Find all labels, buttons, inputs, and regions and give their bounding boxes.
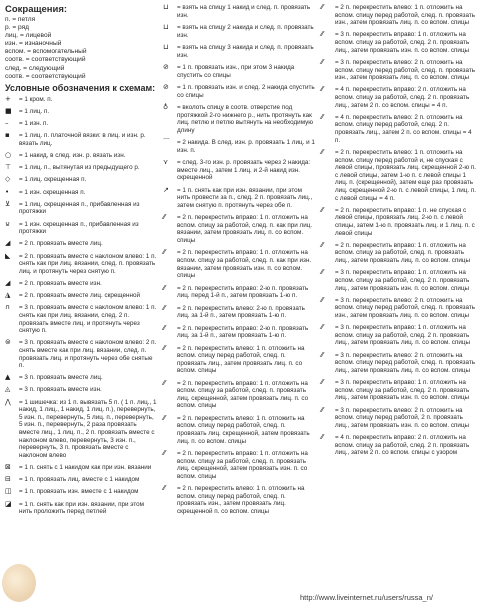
stitch-symbol-icon: ◮ [5,291,11,300]
stitch-symbol-icon: ⁄⁄ [321,30,324,39]
legend-text: = взять на спицу 1 накид и след. п. провязать изн. [177,4,311,19]
legend-entry [5,176,157,184]
legend-entry [321,352,477,375]
stitch-symbol-icon: ⊔ [163,22,169,31]
legend-entry [5,108,157,116]
legend-entry [163,4,315,19]
legend-text: = 3 п. провязать вместе изн. [19,386,102,394]
legend-text: = 3 п. перекрестить влево: 2 п. отложить на вспом. спицу перед работой, 2 п. провязать лиц., затем провязать изн. п. со вспом. спицы [335,406,470,429]
legend-text: = 2 п. провязать вместе с наклоном влево: 1 п. снять как при лиц. вязании, след. п. провязать лиц. и протянуть через снятую п. [19,252,157,275]
stitch-symbol-icon: ⁄⁄ [321,268,324,277]
legend-text: = 2 накида. В след. изн. р. провязать 1 лиц. и 1 изн. п. [177,139,315,154]
stitch-symbol-icon: ⁄⁄ [321,205,324,214]
legend-text: = 2 п. перекрестить вправо: 1 п. отложить на вспом. спицу за работой, след. п. как при лиц. вязании, затем провязать лиц. п. со вспом. спицы [177,214,313,245]
stitch-symbol-icon: ⁄⁄ [321,147,324,156]
stitch-symbol-icon: ⁄⁄ [321,240,324,249]
legend-text: = 2 п. перекрестить влево: 2-ю п. провязать лиц. за 1-й п., затем провязать 1-ю п. [177,304,305,320]
stitch-symbol-icon: ⌒ [163,138,170,147]
legend-entry [163,249,315,279]
legend-entry [321,297,477,320]
legend-entry [321,59,477,82]
abbreviation-item: след. = следующий [5,64,65,72]
legend-entry [5,399,157,460]
legend-entry [321,31,477,54]
legend-entry [163,104,315,134]
stitch-symbol-icon: ⁄⁄ [321,57,324,66]
stitch-symbol-icon: ⊍ [5,219,11,228]
stitch-symbol-icon: ⊠ [5,463,11,471]
stitch-symbol-icon: ⁄⁄ [321,295,324,304]
stitch-symbol-icon: ◪ [5,499,12,508]
legend-title: Условные обозначения к схемам: [5,82,156,93]
legend-entry [5,304,157,334]
abbreviation-item: изн. = изнаночный [5,40,62,48]
legend-text: = 3 п. перекрестить влево: 2 п. отложить на вспом. спицу перед работой, след. п. провязать изн., затем провязать лиц. п. со вспом. спицы [335,296,476,319]
legend-text: = 2 п. провязать вместе лиц. [19,240,103,248]
legend-text: = 4 п. перекрестить вправо: 2 п. отложить на вспом. спицу за работой, след. 2 п. провязать лиц., затем 2 п. со вспом. спицы = 4 п. [335,86,470,109]
abbreviation-item: р. = ряд [5,24,30,32]
legend-entry [163,187,315,210]
legend-entry [321,269,477,292]
legend-entry [321,4,477,27]
legend-entry [163,159,315,182]
legend-entry [321,407,477,430]
legend-text: = 1 лиц. скрещенная п. [19,176,87,184]
legend-text: = 3 п. перекрестить влево: 2 п. отложить на вспом. спицу перед работой, след. п. провязать изн., затем провязать лиц. п. со вспом. спицы [335,58,476,82]
legend-text: = 2 п. провязать вместе лиц. скрещенной [19,292,140,300]
legend-text: = 2 п. перекрестить вправо: 1 п. отложить на вспом. спицу за работой, след. п. как при изн. вязании, затем провязать изн. п. со вспом. спицы [177,249,312,280]
legend-text: = 3 п. перекрестить влево: 2 п. отложить на вспом. спицу перед работой, след. п. провязать лиц., затем провязать лиц. п. со вспом. спицы [335,351,476,374]
legend-entry [321,149,477,202]
legend-entry [5,221,157,236]
legend-text: = 1 п. провязать изн. вместе с 1 накидом [19,488,139,496]
stitch-symbol-icon: ⁄⁄ [321,323,324,332]
abbreviation-item: лиц. = лицевой [5,32,52,40]
legend-entry [163,325,315,340]
legend-text: = 2 п. перекрестить влево: 1 п. отложить на вспом. спицу перед работой, след. п. провязать изн., затем провязать лиц. п. со вспом. спицы [335,4,476,27]
legend-entry [5,189,157,197]
legend-entry [321,434,477,457]
legend-text: = 1 шишечка: из 1 п. вывязать 5 п. ( 1 п. лиц., 1 накид, 1 лиц., 1 накид, 1 лиц. п.), перевернуть, 5 изн. п., перевернуть, 5 лиц. п., перевернуть, 5 изн. п., перевернуть, 2 раза провязать вместе лиц., 1 лиц. п., 2 п. провязать вместе с наклоном влево, перевернуть, 3 изн. п., перевернуть, 3 п. провязать вместе с наклоном влево [19,398,157,459]
legend-entry [163,139,315,154]
stitch-symbol-icon: ▪ [5,131,10,140]
abbreviation-item: вспом. = вспомогательный [5,48,87,56]
stitch-symbol-icon: ◢ [5,239,11,248]
stitch-symbol-icon: ⊜ [5,338,11,347]
stitch-symbol-icon: ◣ [5,251,11,260]
legend-entry [5,292,157,300]
legend-entry [321,379,477,402]
legend-text: = взять на спицу 2 накида и след. п. провязать изн. [177,23,314,39]
legend-text: = 1 лиц. п. платочной вязки: в лиц. и изн. р. вязать лиц. [19,132,146,147]
stitch-symbol-icon: ⁄⁄ [163,283,166,292]
legend-text: = 3 п. провязать вместе лиц. [19,374,103,382]
legend-entry [5,464,157,472]
legend-entry [163,285,315,300]
legend-entry [5,201,157,216]
legend-entry [163,345,315,375]
stitch-symbol-icon: ⊔ [163,42,169,51]
stitch-symbol-icon: ∩ [5,303,11,312]
legend-text: = 1 п. провязать изн. и след. 2 накида спустить со спицы [177,83,315,99]
stitch-symbol-icon: ◬ [5,385,11,394]
legend-text: = 1 п. провязать изн., при этом 3 накида спустить со спицы [177,63,295,79]
legend-text: = 2 п. перекрестить вправо: 1 п. не спуская с левой спицы, провязать лиц. 2-ю п. с левой спицы, затем 1-ю п. провязать лиц. и 1 лиц. п. с левой спицы [335,206,475,237]
legend-entry [5,152,157,160]
legend-text: = взять на спицу 3 накида и след. п. провязать изн. [177,43,314,59]
legend-list-3 [321,4,477,457]
legend-entry [321,114,477,144]
legend-text: = 1 п. снять с 1 накидом как при изн. вязании [19,464,152,471]
stitch-symbol-icon: ↗ [163,185,169,194]
legend-entry [163,305,315,320]
legend-entry [163,214,315,244]
stitch-symbol-icon: ⋎ [163,158,169,167]
legend-entry [163,24,315,39]
legend-list-2 [163,4,315,516]
stitch-symbol-icon: ⁄⁄ [321,405,324,414]
legend-text: = 2 п. перекрестить вправо: 2-ю п. провязать лиц. за 1-й п., затем провязать 1-ю п. [177,324,309,340]
legend-entry [163,64,315,79]
legend-text: = 2 п. перекрестить вправо: 2-ю п. провязать лиц. перед 1-й п., затем провязать 1-ю п. [177,284,309,300]
legend-text: = 2 п. перекрестить вправо: 1 п. отложить на вспом. спицу за работой, след. п. провязать лиц., затем провязать лиц. п. со вспом. спицы [335,241,471,265]
stitch-symbol-icon: ■ [5,106,12,115]
legend-entry [5,374,157,382]
legend-entry [321,324,477,347]
stitch-symbol-icon: ⁄⁄ [163,413,166,422]
legend-entry [5,488,157,496]
stitch-symbol-icon: ⁄⁄ [321,112,324,121]
legend-entry [5,280,157,288]
legend-entry [5,339,157,369]
legend-entry [5,476,157,484]
legend-text: = 4 п. перекрестить влево: 2 п. отложить на вспом. спицу перед работой, след. 2 п. провязать лиц., затем 2 п. со вспом. спицы = 4 п. [335,113,472,144]
stitch-symbol-icon: ⁄⁄ [163,343,166,352]
abbreviation-item: соотв. = соответствующий [5,56,86,64]
stitch-symbol-icon: ⁄⁄ [321,350,324,359]
legend-text: = 3 п. перекрестить вправо: 1 п. отложить на вспом. спицу за работой, след. 2 п. провязать лиц., затем провязать изн. п. со вспом. спицы [335,379,470,402]
legend-text: = 3 п. провязать вместе с наклоном влево: 2 п. снять вместе как при лиц. вязании, след. п. провязать лиц. и протянуть через обе снятые п. [19,339,157,370]
stitch-symbol-icon: ⁄⁄ [321,3,324,11]
legend-text: = 3 п. перекрестить вправо: 1 п. отложить на вспом. спицу за работой, след. 2 п. провязать лиц., затем провязать лиц. п. со вспом. спицы [335,324,471,347]
legend-entry [163,415,315,445]
stitch-symbol-icon: ⁄⁄ [163,323,166,332]
legend-entry [321,207,477,237]
stitch-symbol-icon: ⊤ [5,163,12,172]
stitch-symbol-icon: ⁄⁄ [163,484,166,493]
legend-text: = 1 лиц. скрещенная п., прибавленная из протяжки [19,200,140,216]
stitch-symbol-icon: ⁄⁄ [163,378,166,387]
abbreviations-list [5,16,157,81]
legend-text: = 1 п. снять как при изн. вязании, при этом нить проложить перед петлей [19,500,144,516]
stitch-symbol-icon: ⁄⁄ [321,378,324,387]
stitch-symbol-icon: + [5,94,11,103]
stitch-symbol-icon: ⊘ [163,82,169,91]
stitch-symbol-icon: ♁ [163,102,169,111]
legend-entry [5,164,157,172]
stitch-symbol-icon: • [5,187,10,196]
legend-text: = 1 лиц. п., вытянутая из предыдущего р. [19,164,140,172]
legend-entry [5,120,157,128]
legend-entry [5,240,157,248]
stitch-symbol-icon: ▲ [5,373,11,382]
legend-text: = 1 кром. п. [19,95,53,103]
stitch-symbol-icon: ⁄⁄ [321,433,324,442]
legend-text: = 2 п. перекрестить влево: 1 п. отложить на вспом. спицу перед работой, след. п. провязать лиц. скрещенной, затем провязать лиц. п. со вспом. спицы [177,414,310,445]
legend-entry [5,96,157,104]
stitch-symbol-icon: ◇ [5,175,11,184]
legend-text: = 2 п. перекрестить влево: 1 п. отложить на вспом. спицу перед работой, след. п. провязать изн., затем провязать лиц. скрещенной п. со вспом. спицы [177,485,305,515]
legend-list-1 [5,96,157,516]
yarn-ball-image [2,564,36,602]
column-2 [163,4,315,520]
stitch-symbol-icon: ⊟ [5,475,11,484]
legend-text: = 1 п. снять как при изн. вязании, при этом нить провести за п., след. 2 п. провязать лиц., затем снятую п. протянуть через обе п. [177,186,313,209]
legend-text: = 2 п. провязать вместе изн. [19,279,102,287]
legend-text: = 2 п. перекрестить влево: 1 п. отложить на вспом. спицу перед работой, след. п. провязать лиц., затем провязать лиц. п. со вспом. спицы [177,344,305,375]
legend-entry [5,253,157,276]
source-url: http://www.liveinternet.ru/users/russa_n/ [300,593,433,602]
stitch-symbol-icon: ◢ [5,278,11,287]
legend-entry [163,450,315,480]
legend-text: = 1 накид, в след. изн. р. вязать изн. [19,152,126,160]
stitch-symbol-icon: ⁄⁄ [163,303,166,312]
stitch-symbol-icon: ○ [5,151,12,160]
legend-text: = след. 3-го изн. р. провязать через 2 накида: вместе лиц., затем 1 лиц. и 2-й накид изн. скрещенной [177,159,311,182]
stitch-symbol-icon: ⁄⁄ [163,213,166,222]
abbreviations-title: Сокращения: [5,4,68,15]
legend-text: = 2 п. перекрестить вправо: 1 п. отложить на вспом. спицу за работой, след. п. провязать лиц. скрещенной, затем провязать изн. п. со вспом. спицы [177,450,308,480]
legend-entry [163,485,315,515]
legend-text: = 1 лиц. п. [19,107,50,115]
legend-text: = 1 изн. скрещенная п. [19,188,86,196]
legend-text: = 3 п. перекрестить вправо: 1 п. отложить на вспом. спицу за работой, след. 2 п. провязать лиц., затем провязать изн. п. со вспом. спицы [335,269,470,292]
legend-text: = 2 п. перекрестить вправо: 1 п. отложить на вспом. спицу за работой, след. п. провязать лиц. скрещенной, затем провязать лиц. п. со вспом. спицы [177,379,309,410]
column-3 [321,4,477,462]
stitch-symbol-icon: ⊘ [163,62,169,71]
legend-entry [5,501,157,516]
stitch-symbol-icon: ⊻ [5,199,11,208]
stitch-symbol-icon: ⋀ [5,397,11,406]
stitch-symbol-icon: ⊔ [163,3,169,11]
legend-text: = вколоть спицу в соотв. отверстие под протяжкой 2-го нижнего р., нить протянуть как лиц. петлю и петлю вытянуть на необходимую длину [177,103,313,134]
legend-text: = 1 изн. скрещенная п., прибавленная из протяжки [19,220,139,236]
legend-entry [5,386,157,394]
abbreviation-item: соотв. = соответствующий [5,72,86,80]
legend-text: = 1 п. провязать лиц. вместе с 1 накидом [19,476,140,484]
stitch-symbol-icon: ◫ [5,487,12,496]
abbreviation-item: п. = петля [5,16,36,23]
column-1 [5,4,157,520]
legend-text: = 3 п. перекрестить вправо: 1 п. отложить на вспом. спицу за работой, след. 2 п. провязать лиц., затем провязать изн. п. со вспом. спицы [335,31,470,54]
stitch-symbol-icon: ⁄⁄ [163,248,166,257]
legend-entry [163,84,315,99]
legend-text: = 4 п. перекрестить вправо: 2 п. отложить на вспом. спицу за работой, след. 2 п. провязать лиц., затем 2 п. со вспом. спицы с узором [335,434,470,457]
stitch-symbol-icon: ⁄⁄ [163,449,166,458]
legend-entry [163,380,315,410]
stitch-symbol-icon: ⁄⁄ [321,85,324,94]
legend-entry [321,242,477,265]
legend-entry [163,44,315,59]
legend-text: = 3 п. провязать вместе с наклоном влево: 1 п. снять как при лиц. вязании, след. 2 п. провязать вместе лиц. и протянуть через снятую п. [19,304,157,335]
legend-text: = 2 п. перекрестить влево: 1 п. отложить на вспом. спицу перед работой и, не спуская с левой спицы, провязать лиц. скрещенной 2-ю п. с левой спицы, затем 1-ю п. с левой спицы 1 лиц. п. (скрещенной), затем еще раз провязать лиц. скрещенной 2-ю п. с левой спицы, 1 лиц. п. с левой спицы = 4 п. [335,148,477,202]
legend-text: = 1 изн. п. [19,120,49,128]
stitch-symbol-icon: – [5,119,9,128]
legend-entry [5,132,157,147]
legend-entry [321,86,477,109]
